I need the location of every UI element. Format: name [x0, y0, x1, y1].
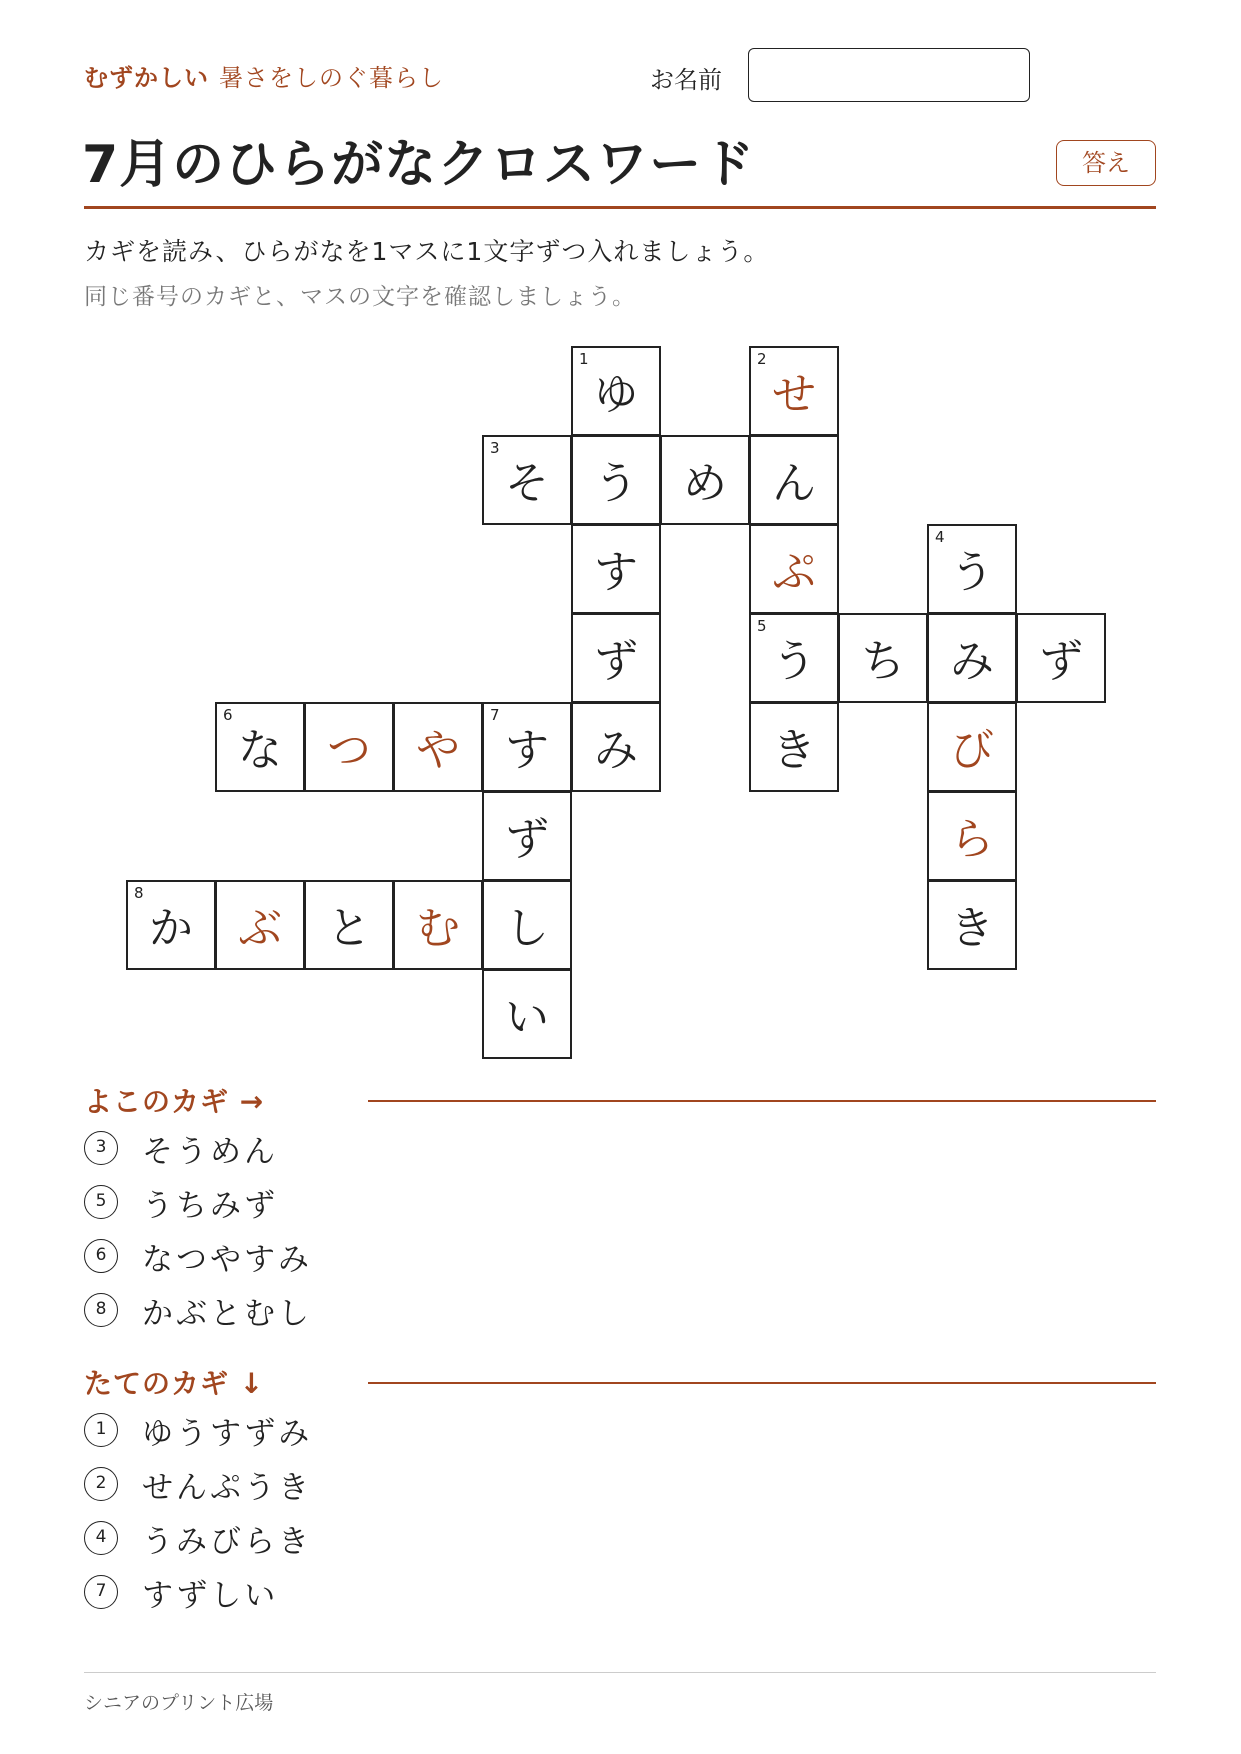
cell-letter: せ — [772, 369, 816, 420]
cell-letter: ず — [505, 814, 549, 865]
cell-letter: か — [149, 903, 193, 954]
cell-letter: と — [327, 903, 371, 954]
grid-cell[interactable] — [393, 880, 483, 970]
clue-number: 7 — [84, 1575, 118, 1609]
clue-number: 4 — [84, 1521, 118, 1555]
grid-cell[interactable] — [482, 702, 572, 792]
grid-cell[interactable] — [482, 791, 572, 881]
clue-answer-text: かぶとむし — [142, 1295, 312, 1332]
grid-cell[interactable] — [838, 613, 928, 703]
cell-number: 2 — [757, 350, 767, 368]
clue-item — [84, 1464, 312, 1504]
cell-number: 1 — [579, 350, 589, 368]
cell-letter: す — [505, 725, 549, 776]
title-divider — [84, 206, 1156, 209]
grid-cell[interactable] — [1016, 613, 1106, 703]
answer-button[interactable]: 答え — [1056, 140, 1156, 186]
down-clues-title: たてのカギ ↓ — [84, 1367, 265, 1400]
instruction-secondary: 同じ番号のカギと、マスの文字を確認しましょう。 — [84, 284, 636, 310]
grid-cell[interactable] — [571, 613, 661, 703]
clue-item — [84, 1236, 312, 1276]
grid-cell[interactable] — [571, 702, 661, 792]
difficulty-label: むずかしい — [84, 64, 209, 92]
cell-letter: つ — [327, 725, 371, 776]
grid-cell[interactable] — [304, 702, 394, 792]
clue-number: 2 — [84, 1467, 118, 1501]
grid-cell[interactable] — [927, 880, 1017, 970]
clue-item — [84, 1572, 278, 1612]
cell-letter: み — [594, 725, 638, 776]
clue-number: 5 — [84, 1185, 118, 1219]
cell-letter: そ — [505, 458, 549, 509]
clue-answer-text: うちみず — [142, 1187, 278, 1224]
grid-cell[interactable] — [393, 702, 483, 792]
grid-cell[interactable] — [927, 702, 1017, 792]
name-label: お名前 — [650, 66, 722, 94]
cell-letter: め — [683, 458, 727, 509]
worksheet-header — [84, 58, 444, 93]
instruction-primary: カギを読み、ひらがなを1マスに1文字ずつ入れましょう。 — [84, 237, 770, 266]
grid-cell[interactable] — [482, 969, 572, 1059]
grid-cell[interactable] — [482, 435, 572, 525]
grid-cell[interactable] — [927, 791, 1017, 881]
cell-letter: ぷ — [772, 547, 816, 598]
clue-answer-text: せんぷうき — [142, 1469, 312, 1506]
cell-letter: う — [772, 636, 816, 687]
cell-letter: ず — [594, 636, 638, 687]
cell-letter: し — [505, 903, 549, 954]
clue-item — [84, 1128, 278, 1168]
clue-item — [84, 1290, 312, 1330]
grid-cell[interactable] — [215, 880, 305, 970]
cell-number: 6 — [223, 706, 233, 724]
cell-letter: ず — [1039, 636, 1083, 687]
clue-item — [84, 1410, 312, 1450]
clue-item — [84, 1518, 312, 1558]
cell-number: 8 — [134, 884, 144, 902]
across-clues-title: よこのカギ → — [84, 1085, 265, 1118]
clue-item — [84, 1182, 278, 1222]
grid-cell[interactable] — [482, 880, 572, 970]
cell-letter: や — [416, 725, 460, 776]
cell-number: 5 — [757, 617, 767, 635]
grid-cell[interactable] — [660, 435, 750, 525]
cell-letter: き — [772, 725, 816, 776]
clue-number: 6 — [84, 1239, 118, 1273]
cell-letter: い — [505, 992, 549, 1043]
theme-label: 暑さをしのぐ暮らし — [219, 64, 444, 92]
grid-cell[interactable] — [215, 702, 305, 792]
cell-number: 3 — [490, 439, 500, 457]
clue-answer-text: うみびらき — [142, 1523, 312, 1560]
cell-letter: ゆ — [594, 369, 638, 420]
page-title: 7月のひらがなクロスワード — [82, 135, 756, 195]
cell-number: 4 — [935, 528, 945, 546]
cell-letter: び — [950, 725, 994, 776]
down-divider — [368, 1382, 1156, 1384]
clue-answer-text: すずしい — [142, 1577, 279, 1614]
cell-letter: す — [594, 547, 638, 598]
cell-letter: み — [950, 636, 994, 687]
grid-cell[interactable] — [927, 524, 1017, 614]
across-divider — [368, 1100, 1156, 1102]
cell-letter: ぶ — [238, 903, 282, 954]
footer-divider — [84, 1672, 1156, 1673]
grid-cell[interactable] — [749, 702, 839, 792]
cell-letter: ら — [950, 814, 994, 865]
cell-letter: む — [416, 903, 460, 954]
clue-number: 1 — [84, 1413, 118, 1447]
cell-letter: ち — [861, 636, 905, 687]
grid-cell[interactable] — [749, 524, 839, 614]
cell-letter: ん — [772, 458, 816, 509]
grid-cell[interactable] — [927, 613, 1017, 703]
footer-brand: シニアのプリント広場 — [84, 1692, 274, 1714]
grid-cell[interactable] — [304, 880, 394, 970]
clue-number: 8 — [84, 1293, 118, 1327]
grid-cell[interactable] — [571, 435, 661, 525]
grid-cell[interactable] — [749, 613, 839, 703]
clue-answer-text: ゆうすずみ — [142, 1415, 313, 1452]
clue-answer-text: なつやすみ — [142, 1241, 312, 1278]
grid-cell[interactable] — [571, 346, 661, 436]
cell-letter: な — [238, 725, 282, 776]
clue-answer-text: そうめん — [142, 1133, 278, 1170]
cell-letter: き — [950, 903, 994, 954]
grid-cell[interactable] — [749, 435, 839, 525]
grid-cell[interactable] — [126, 880, 216, 970]
cell-letter: う — [594, 458, 638, 509]
cell-letter: う — [950, 547, 994, 598]
cell-number: 7 — [490, 706, 500, 724]
grid-cell[interactable] — [571, 524, 661, 614]
grid-cell[interactable] — [749, 346, 839, 436]
clue-number: 3 — [84, 1131, 118, 1165]
name-field[interactable] — [748, 48, 1030, 102]
